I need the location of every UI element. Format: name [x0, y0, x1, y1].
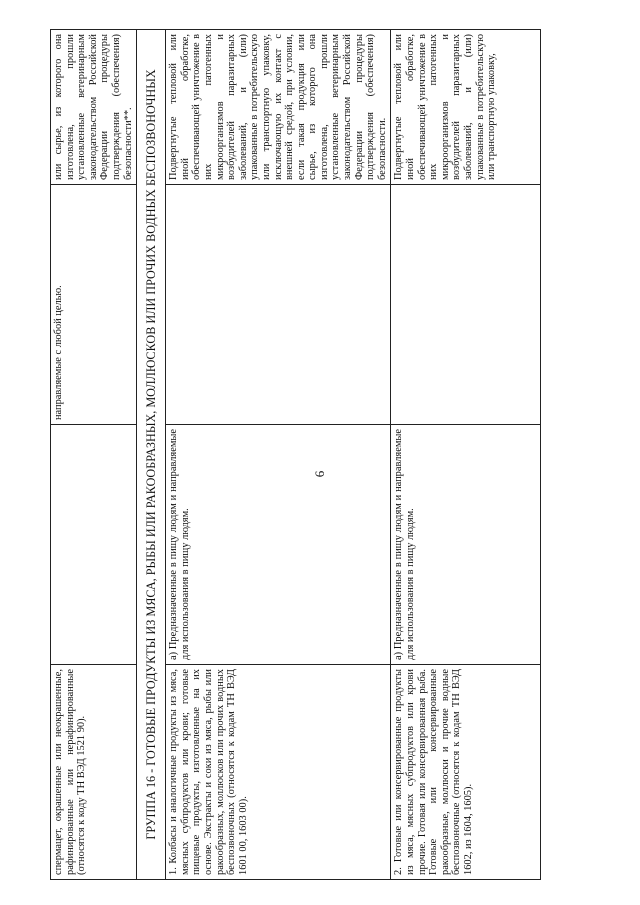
table-cell: Подвергнутые тепловой или иной обработке, обеспечивающей уничтожение в них патогенных микроорганизмов и возбудителей паразитарных заболеваний, и (или) упакованные в потребительскую или транспортную упаковку, исключающую их контакт с внешней средой, при условии, если такая продукция или сырье, из которого она изготовлена, прошли установленные ветеринарным законодательством Российской Федерации процедуры подтверждения (обеспечения) безопасности. — [166, 30, 391, 185]
regulation-table — [50, 29, 541, 880]
group-heading: ГРУППА 16 - ГОТОВЫЕ ПРОДУКТЫ ИЗ МЯСА, РЫБЫ ИЛИ РАКООБРАЗНЫХ, МОЛЛЮСКОВ ИЛИ ПРОЧИХ ВОДНЫХ БЕСПОЗВОНОЧНЫХ — [137, 30, 166, 880]
table-cell: спермацет, окрашенные или неокрашенные, рафинированные или нерафинированные (относятся к коду ТН ВЭД 1521 90). — [51, 665, 137, 880]
table-cell — [51, 425, 137, 665]
document-table-sheet — [50, 30, 565, 880]
table-row — [166, 30, 391, 880]
table-cell: направляемые с любой целью. — [51, 185, 137, 425]
table-cell: 1. Колбасы и аналогичные продукты из мяса, мясных субпродуктов или крови; готовые пищевые продукты, изготовленные на их основе. Экстракты и соки из мяса, рыбы или ракообразных, моллюсков или прочих водных беспозвоночных (относятся к кодам ТН ВЭД 1601 00, 1603 00). — [166, 665, 391, 880]
table-cell: 2. Готовые или консервированные продукты из мяса, мясных субпродуктов или крови прочие. Готовая или консервированная рыба. Готовые или консервированные ракообразные, моллюски и прочие водные беспозвоночные (относятся к кодам ТН ВЭД 1602, из 1604, 1605). — [391, 665, 541, 880]
table-cell: Подвергнутые тепловой или иной обработке, обеспечивающей уничтожение в них патогенных микроорганизмов и возбудителей паразитарных заболеваний, и (или) упакованные в потребительскую или транспортную упаковку, — [391, 30, 541, 185]
table-cell — [391, 185, 541, 425]
page-number: 6 — [312, 470, 327, 478]
table-cell: или сырье, из которого она изготовлена, прошли установленные ветеринарным законодательством Российской Федерации процедуры подтверждения (обеспечения) безопасности**. — [51, 30, 137, 185]
table-row — [51, 30, 137, 880]
table-row — [391, 30, 541, 880]
group-heading-row — [137, 30, 166, 880]
table-cell — [166, 185, 391, 425]
table-cell: а) Предназначенные в пищу людям и направляемые для использования в пищу людям. — [166, 425, 391, 665]
table-cell: а) Предназначенные в пищу людям и направляемые для использования в пищу людям. — [391, 425, 541, 665]
